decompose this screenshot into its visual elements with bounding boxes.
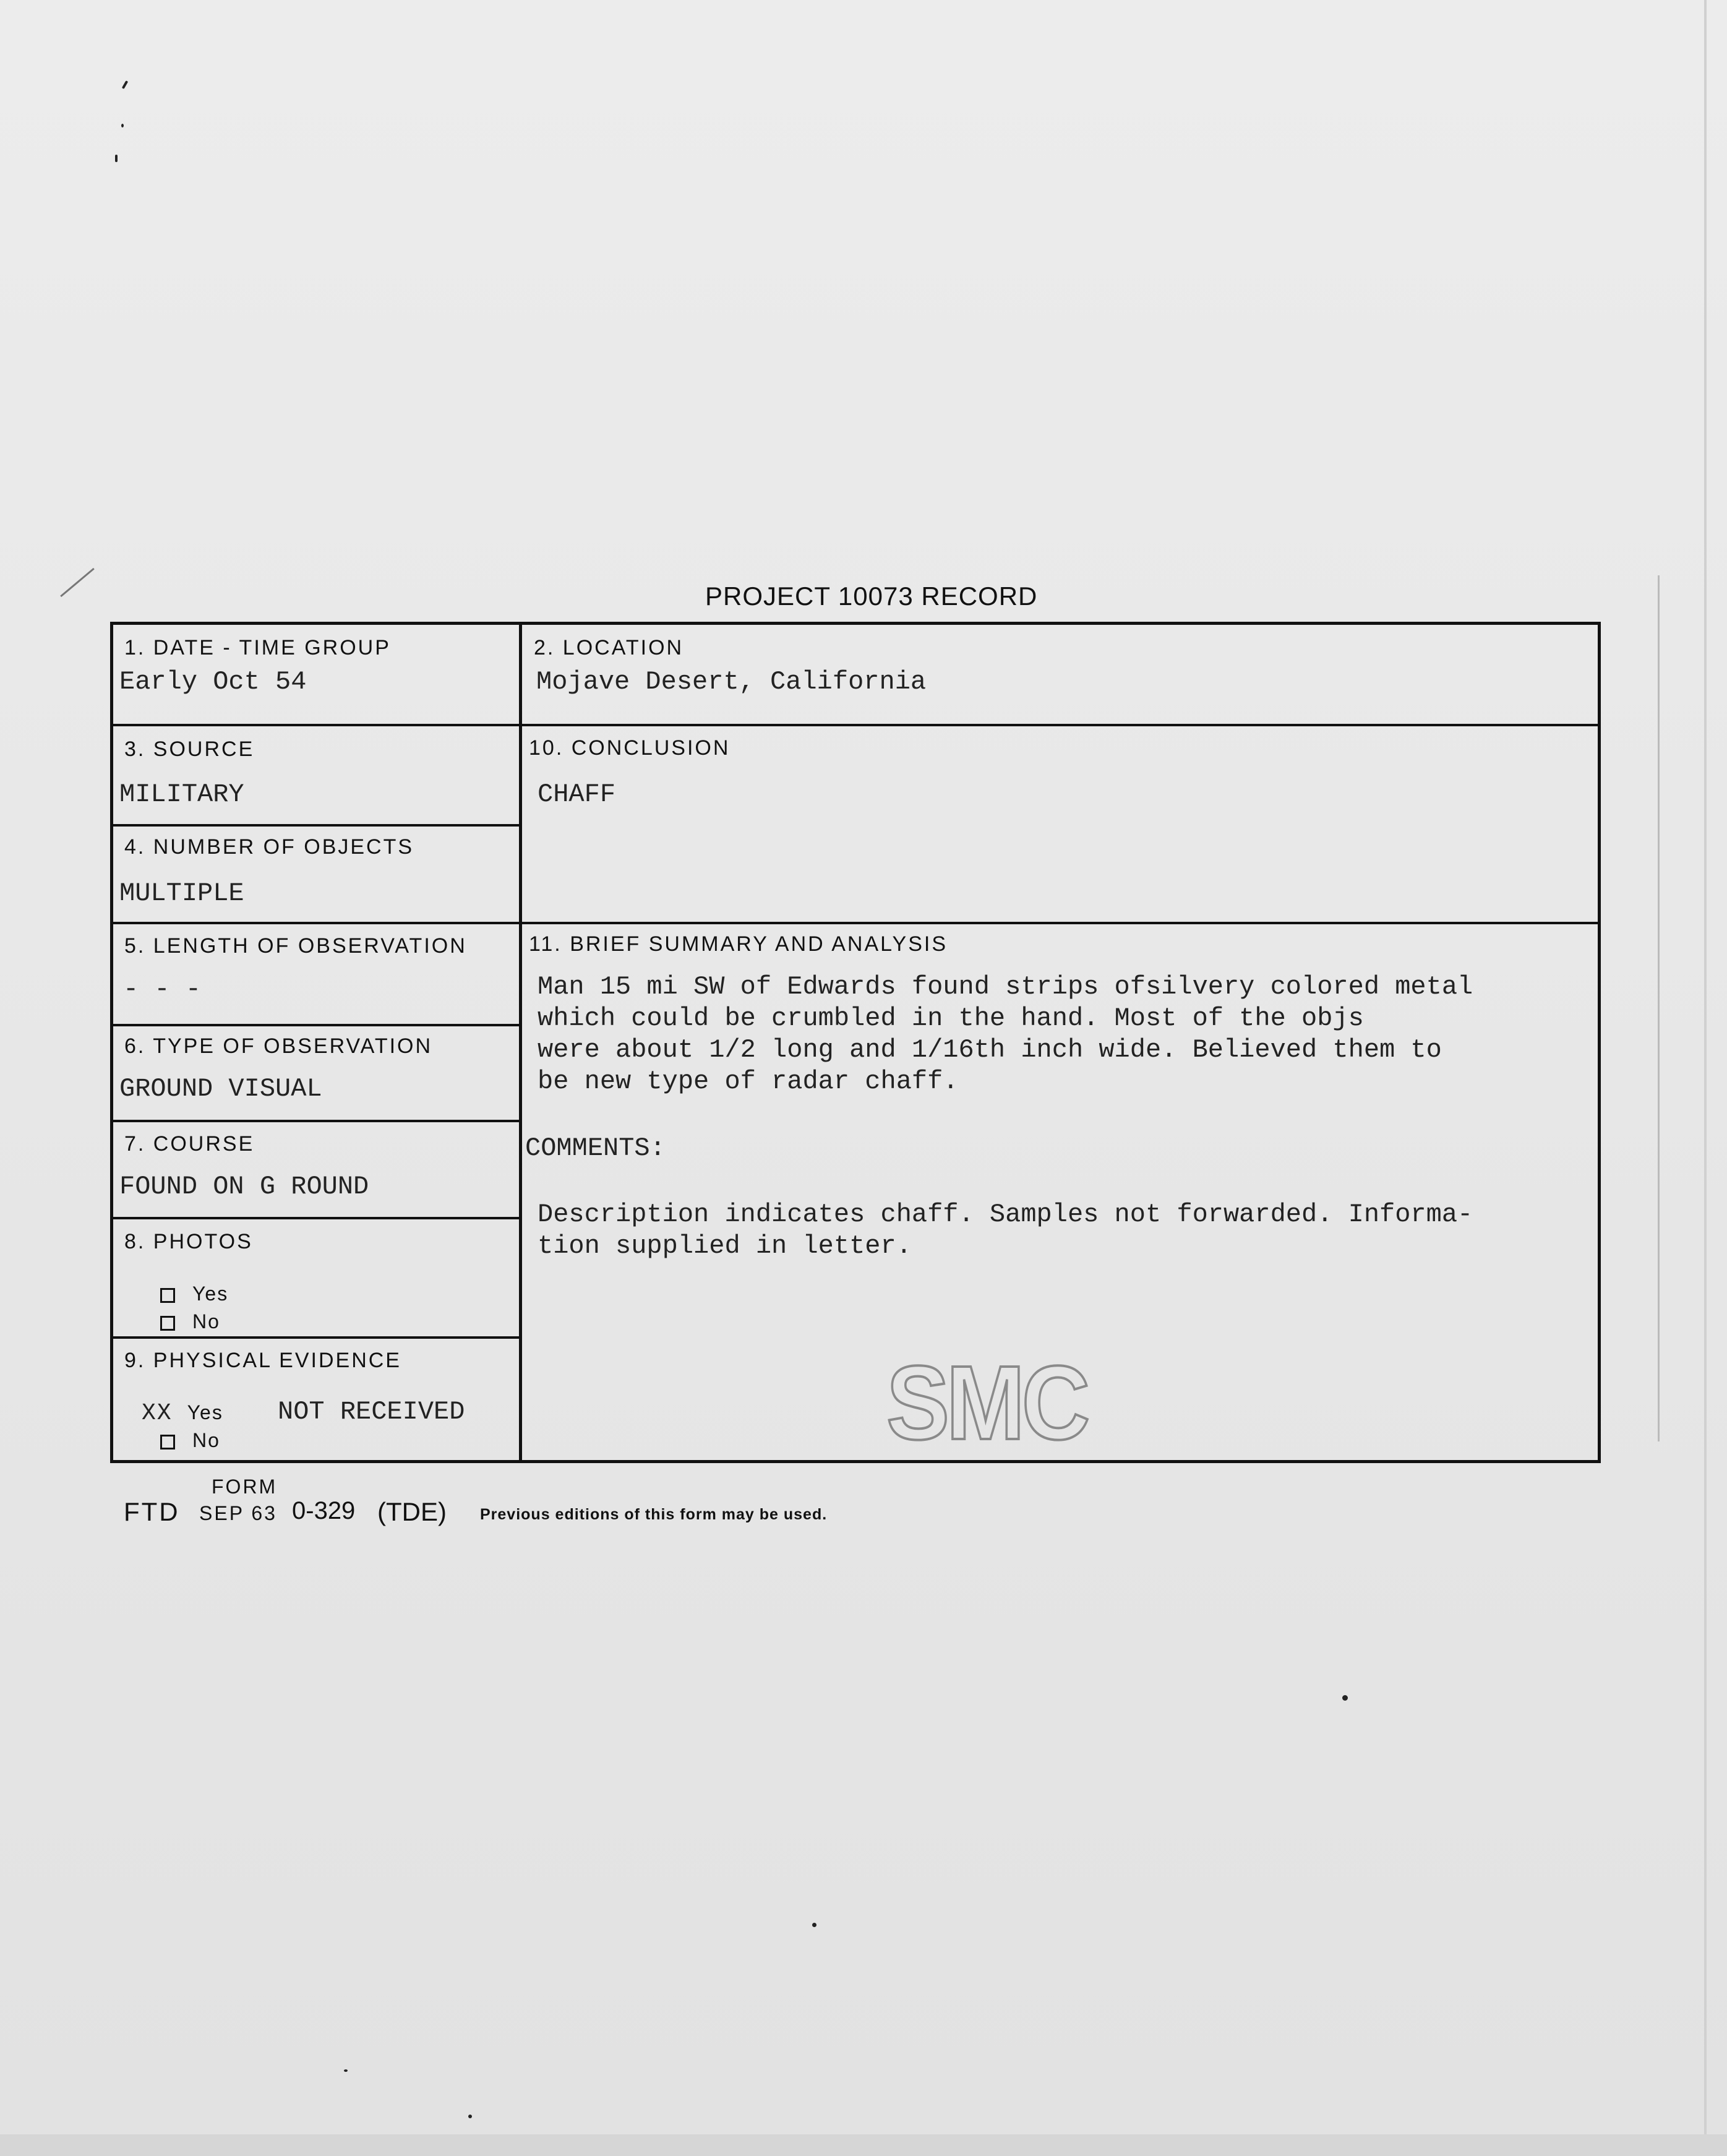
stamp-mark: SMC (886, 1344, 1087, 1462)
length-of-observation-label: 5. LENGTH OF OBSERVATION (124, 934, 467, 958)
scan-speck (812, 1923, 816, 1927)
photos-no-option[interactable] (160, 1310, 220, 1333)
comments-line: Description indicates chaff. Samples not forwarded. Informa- (538, 1200, 1473, 1229)
physical-evidence-no-label: No (192, 1429, 220, 1451)
form-title: PROJECT 10073 RECORD (705, 582, 1038, 611)
footer-form-word: FORM (212, 1475, 278, 1498)
summary-line: Man 15 mi SW of Edwards found strips ofsilvery colored metal (538, 972, 1473, 1002)
scan-speck (1342, 1695, 1348, 1701)
summary-text (538, 971, 1558, 1097)
summary-label: 11. BRIEF SUMMARY AND ANALYSIS (529, 932, 948, 956)
type-of-observation-label: 6. TYPE OF OBSERVATION (124, 1034, 433, 1058)
checkbox-icon (160, 1288, 175, 1303)
scan-speck (115, 155, 118, 162)
number-of-objects-label: 4. NUMBER OF OBJECTS (124, 835, 414, 859)
physical-evidence-note: NOT RECEIVED (278, 1397, 465, 1427)
footer-office: (TDE) (377, 1497, 447, 1526)
comments-text (538, 1199, 1558, 1262)
date-time-group-value: Early Oct 54 (119, 667, 307, 697)
scan-speck (122, 80, 128, 89)
course-value: FOUND ON G ROUND (119, 1172, 369, 1201)
row-divider (113, 824, 519, 827)
length-of-observation-value: - - - (123, 974, 202, 1004)
column-divider (519, 625, 522, 1460)
photos-yes-option[interactable] (160, 1282, 228, 1305)
row-divider (113, 1336, 519, 1339)
type-of-observation-value: GROUND VISUAL (119, 1074, 322, 1104)
row-divider (519, 922, 1598, 924)
record-form (110, 622, 1601, 1463)
summary-line: be new type of radar chaff. (538, 1067, 959, 1096)
location-value: Mojave Desert, California (536, 667, 927, 697)
checkbox-icon (160, 1316, 175, 1331)
source-value: MILITARY (119, 780, 244, 809)
photos-yes-label: Yes (192, 1282, 229, 1305)
source-label: 3. SOURCE (124, 737, 255, 761)
scan-speck (468, 2115, 472, 2118)
page-edge-line (1658, 575, 1660, 1441)
row-divider (113, 1120, 519, 1122)
date-time-group-label: 1. DATE - TIME GROUP (124, 636, 391, 659)
photos-label: 8. PHOTOS (124, 1230, 253, 1253)
location-label: 2. LOCATION (534, 636, 684, 659)
page-edge-line (1704, 0, 1707, 2156)
row-divider (113, 1024, 519, 1026)
footer-ftd: FTD (124, 1497, 180, 1526)
physical-evidence-label: 9. PHYSICAL EVIDENCE (124, 1349, 401, 1372)
comments-line: tion supplied in letter. (538, 1231, 912, 1261)
scan-speck (344, 2069, 348, 2072)
scan-speck (121, 124, 124, 127)
footer-note: Previous editions of this form may be used. (480, 1506, 828, 1523)
physical-evidence-yes-option[interactable] (142, 1400, 223, 1427)
row-divider (113, 1217, 519, 1219)
summary-line: were about 1/2 long and 1/16th inch wide. Believed them to (538, 1035, 1442, 1065)
footer-form-number: 0-329 (292, 1497, 356, 1524)
physical-evidence-yes-label: Yes (187, 1401, 223, 1424)
footer-date: SEP 63 (199, 1502, 277, 1524)
course-label: 7. COURSE (124, 1132, 255, 1156)
row-divider (113, 922, 519, 924)
number-of-objects-value: MULTIPLE (119, 878, 244, 908)
physical-evidence-yes-mark: XX (142, 1400, 173, 1427)
conclusion-value: CHAFF (538, 780, 616, 809)
row-divider (113, 724, 1598, 726)
page-edge-line (0, 2134, 1727, 2156)
comments-label: COMMENTS: (525, 1133, 666, 1163)
page-edge-mark (60, 568, 95, 597)
conclusion-label: 10. CONCLUSION (529, 736, 731, 760)
summary-line: which could be crumbled in the hand. Most of the objs (538, 1003, 1364, 1033)
photos-no-label: No (192, 1310, 220, 1333)
physical-evidence-no-option[interactable] (160, 1429, 220, 1452)
checkbox-icon (160, 1435, 175, 1450)
